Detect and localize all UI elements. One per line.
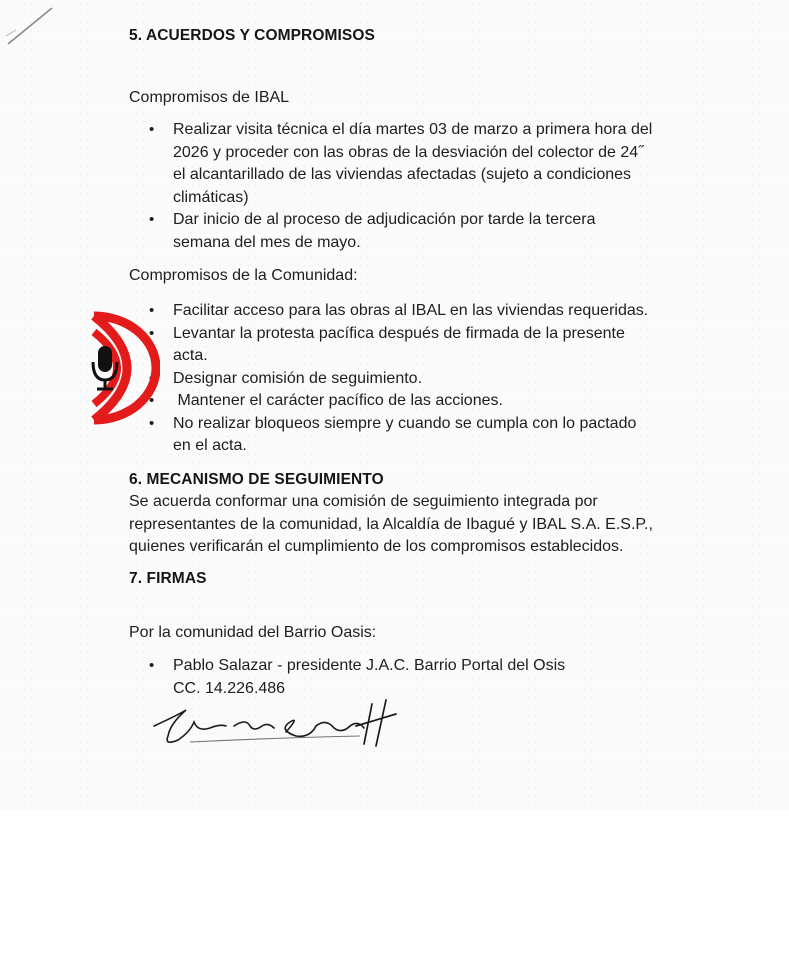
list-item: • Facilitar acceso para las obras al IBAL en las viviendas requeridas. [173, 300, 648, 323]
section-6-heading: 6. MECANISMO DE SEGUIMIENTO [129, 471, 384, 488]
list-item: • No realizar bloqueos siempre y cuando se cumpla con lo pactado en el acta. [173, 413, 648, 458]
section-5-heading: 5. ACUERDOS Y COMPROMISOS [129, 27, 375, 44]
list-item: • Levantar la protesta pacífica después de firmada de la presente acta. [173, 323, 648, 368]
microphone-icon[interactable] [90, 310, 160, 426]
signatories-label: Por la comunidad del Barrio Oasis: [129, 624, 377, 641]
community-commitments-title: Compromisos de la Comunidad: [129, 267, 358, 284]
list-item: • Realizar visita técnica el día martes 03 de marzo a primera hora del 2026 y proceder con las obras de la desviación del colector de 24˝ el alcantarillado de las viviendas afectadas (sujeto a condiciones climáticas) [173, 119, 652, 209]
list-item: • Mantener el carácter pacífico de las acciones. [173, 390, 648, 413]
list-item: • Dar inicio de al proceso de adjudicación por tarde la tercera semana del mes de mayo. [173, 209, 652, 254]
section-6-paragraph: Se acuerda conformar una comisión de seguimiento integrada por representantes de la comunidad, la Alcaldía de Ibagué y IBAL S.A. E.S.P., quienes verificarán el cumplimiento de los compromisos establecidos. [129, 493, 653, 555]
ibal-commitments-list [173, 119, 652, 254]
handwritten-signature [150, 696, 400, 754]
ibal-commitments-title: Compromisos de IBAL [129, 89, 290, 106]
signer-list [173, 655, 565, 700]
section-7-heading: 7. FIRMAS [129, 570, 207, 587]
list-item: • Pablo Salazar - presidente J.A.C. Barrio Portal del Osis CC. 14.226.486 [173, 655, 565, 700]
community-commitments-list [173, 300, 648, 458]
list-item: • Designar comisión de seguimiento. [173, 368, 648, 391]
